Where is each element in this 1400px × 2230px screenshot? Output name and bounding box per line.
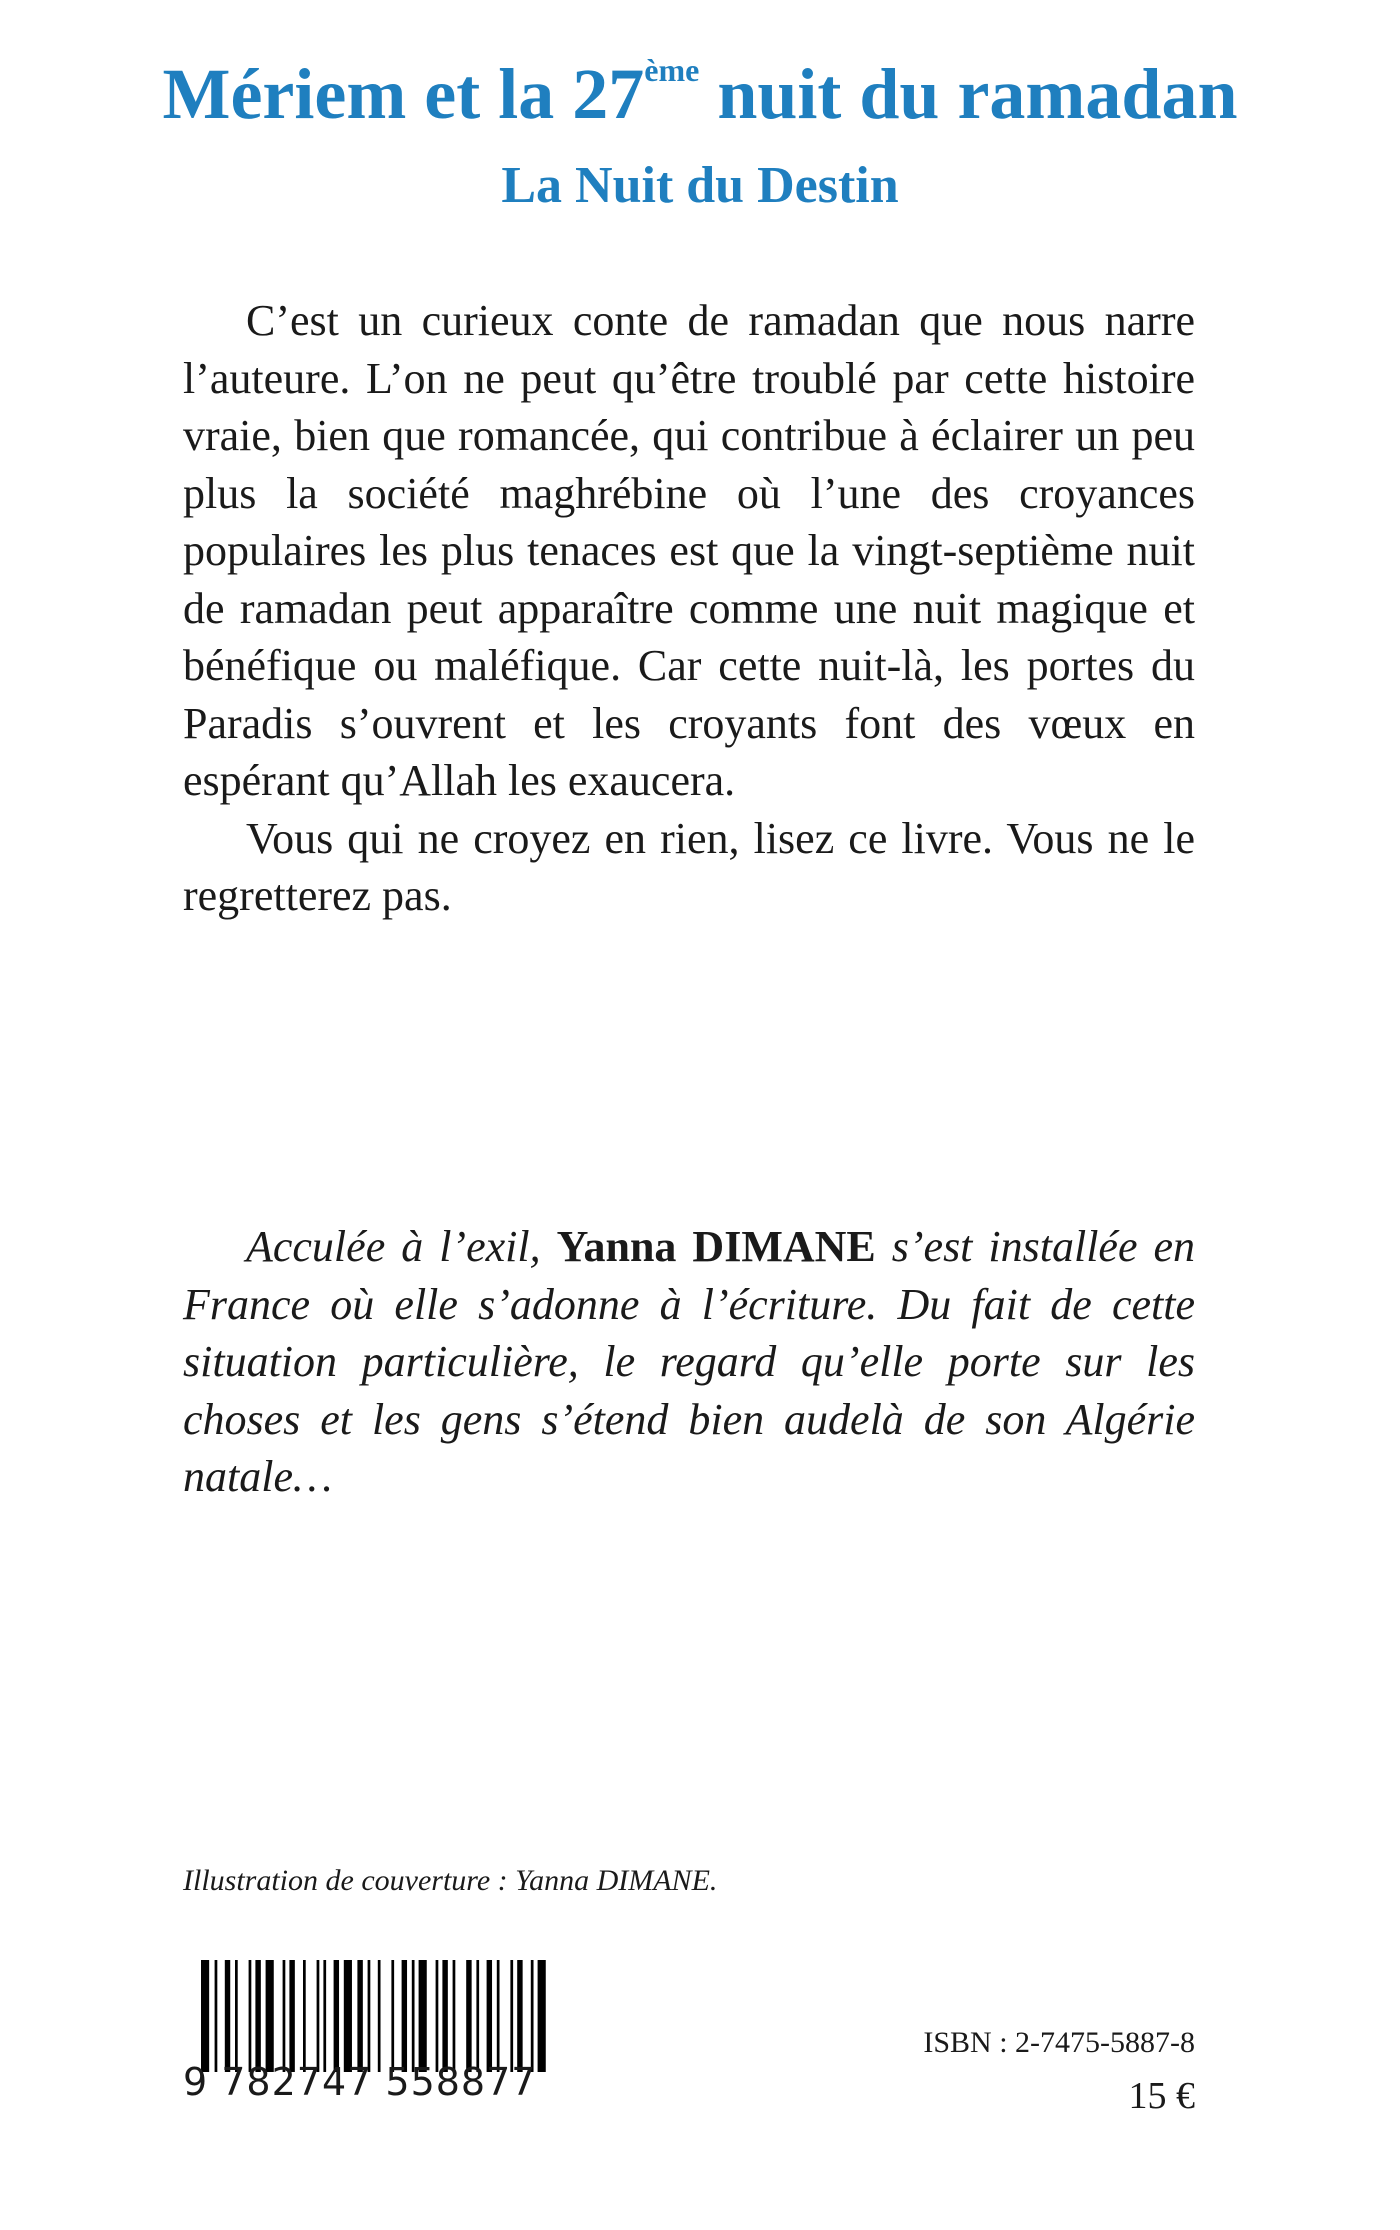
barcode-bar [419, 1960, 427, 2072]
barcode-bar [344, 1960, 352, 2072]
barcode-bar [303, 1960, 306, 2072]
barcode-bar [235, 1960, 238, 2072]
barcode-bar [225, 1960, 230, 2072]
barcode-bar [412, 1960, 415, 2072]
blurb [183, 292, 1195, 925]
price: 15 € [1128, 2075, 1195, 2117]
barcode-bar [442, 1960, 447, 2072]
barcode-bar [323, 1960, 326, 2072]
barcode-bar [436, 1960, 439, 2072]
blurb-paragraph-1: C’est un curieux conte de ramadan que nous narre l’auteure. L’on ne peut qu’être troublé par cette histoire vraie, bien que romancée, qui contribue à éclairer un peu plus la société maghrébine où l’une des croyances populaires les plus tenaces est que la vingt-septième nuit de ramadan peut apparaître comme une nuit magique et bénéfique ou maléfique. Car cette nuit-là, les portes du Paradis s’ouvrent et les croyants font des vœux en espérant qu’Allah les exaucera. [183, 296, 1195, 805]
title-part-2: nuit du ramadan [699, 54, 1238, 134]
barcode-bar [538, 1960, 546, 2072]
barcode-bar [255, 1960, 260, 2072]
barcode-bar [201, 1960, 209, 2072]
author-bio [183, 1218, 1195, 1506]
barcode-bar [378, 1960, 381, 2072]
title-superscript: ème [644, 52, 700, 88]
illustration-credit: Illustration de couverture : Yanna DIMANE. [183, 1864, 718, 1897]
book-title [0, 52, 1400, 134]
barcode-bar [466, 1960, 471, 2072]
barcode-bar [517, 1960, 522, 2072]
barcode-bar [402, 1960, 407, 2072]
barcode-bar [289, 1960, 294, 2072]
barcode-bar [476, 1960, 479, 2072]
barcode-bar [497, 1960, 500, 2072]
barcode-bar [215, 1960, 218, 2072]
title-part-1: Mériem et la 27 [162, 54, 645, 134]
barcode [183, 1960, 563, 2110]
barcode-bar [266, 1960, 274, 2072]
isbn: ISBN : 2-7475-5887-8 [923, 2026, 1195, 2059]
barcode-bar [317, 1960, 320, 2072]
book-subtitle: La Nuit du Destin [501, 157, 899, 214]
barcode-bar [487, 1960, 492, 2072]
blurb-paragraph-2: Vous qui ne croyez en rien, lisez ce livre. Vous ne le regretterez pas. [183, 813, 1195, 920]
title-block [0, 52, 1400, 215]
barcode-bar [531, 1960, 534, 2072]
bio-before: Acculée à l’exil, [246, 1222, 557, 1271]
barcode-digits: 9 782747 558877 [183, 2060, 537, 2104]
author-bio-paragraph [183, 1218, 1195, 1506]
barcode-bar [368, 1960, 371, 2072]
barcode-bar [249, 1960, 252, 2072]
barcode-bar [334, 1960, 339, 2072]
barcode-bar [283, 1960, 286, 2072]
barcode-bar [391, 1960, 394, 2072]
barcode-bar [357, 1960, 362, 2072]
author-name: Yanna DIMANE [556, 1222, 876, 1271]
barcode-bar [453, 1960, 456, 2072]
barcode-bar [510, 1960, 513, 2072]
bio-after: s’est installée en France où elle s’adonne à l’écriture. Du fait de cette situation particulière, le regard qu’elle porte sur les choses et les gens s’étend bien audelà de son Algérie natale… [183, 1222, 1196, 1501]
